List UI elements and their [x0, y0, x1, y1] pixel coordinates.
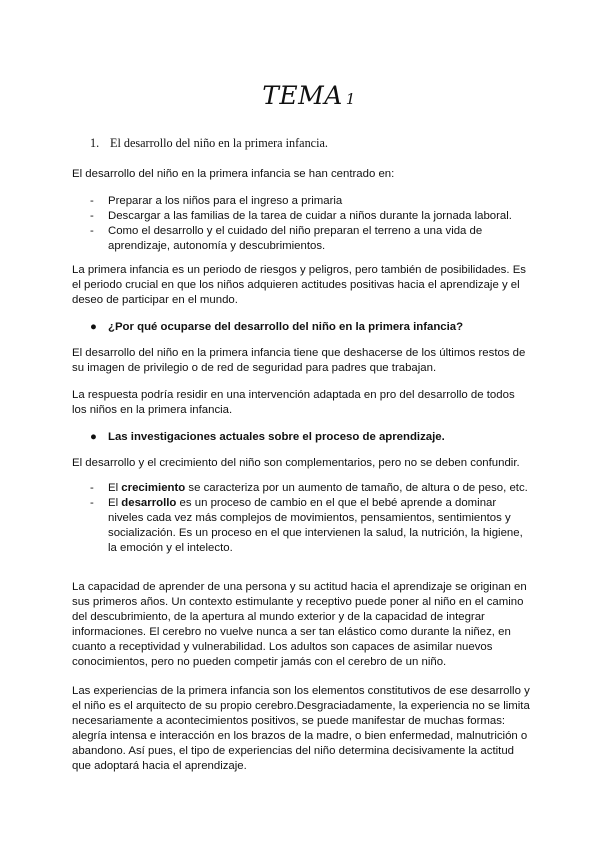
item-prefix: El [108, 497, 122, 509]
page-title [0, 81, 600, 110]
item-definition: se caracteriza por un aumento de tamaño, de altura o de peso, etc. [185, 482, 528, 494]
item-term: desarrollo [121, 497, 177, 509]
focus-list [90, 194, 530, 254]
bullet-heading-text: ¿Por qué ocuparse del desarrollo del niño en la primera infancia? [108, 321, 464, 333]
section-heading [90, 136, 328, 151]
bullet-heading [90, 430, 530, 445]
paragraph-capacity: La capacidad de aprender de una persona y su actitud hacia el aprendizaje se originan en sus primeros años. Un contexto estimulante y receptivo puede poner al niño en el camino del descubrimiento, de la apertura al mundo exterior y de la capacidad de integrar informaciones. El cerebro no vuelve nunca a ser tan elástico como durante la niñez, en cuanto a receptividad y vulnerabilidad. Los adultos son capaces de asimilar nuevos conocimientos, pero no pueden competir jamás con el cerebro de un niño. [72, 581, 527, 668]
section-text: El desarrollo del niño en la primera infancia. [110, 136, 328, 150]
bullet-dot-icon: ● [90, 431, 97, 443]
list-item: - Descargar a las familias de la tarea de cuidar a niños durante la jornada laboral. [90, 209, 530, 224]
list-item: - Como el desarrollo y el cuidado del niño preparan el terreno a una vida de aprendizaje, autonomía y descubrimientos. [90, 224, 530, 254]
item-definition: es un proceso de cambio en el que el bebé aprende a dominar niveles cada vez más complejos de movimientos, pensamientos, sentimientos y socialización. Es un proceso en el que intervienen la salud, la nutrición, la higiene, la emoción y el intelecto. [108, 497, 523, 554]
paragraph-privilege: El desarrollo del niño en la primera infancia tiene que deshacerse de los últimos restos de su imagen de privilegio o de red de seguridad para padres que trabajan. [72, 347, 526, 374]
list-item [90, 496, 530, 556]
section-number: 1. [90, 136, 100, 150]
paragraph-response: La respuesta podría residir en una intervención adaptada en pro del desarrollo de todos los niños en la primera infancia. [72, 389, 515, 416]
bullet-heading-text: Las investigaciones actuales sobre el proceso de aprendizaje. [108, 431, 445, 443]
title-number: 1 [345, 90, 356, 108]
bullet-dot-icon: ● [90, 321, 97, 333]
item-term: crecimiento [121, 482, 186, 494]
list-item [90, 481, 530, 496]
bullet-heading [90, 320, 530, 335]
definitions-list [90, 481, 530, 556]
paragraph-risks: La primera infancia es un periodo de riesgos y peligros, pero también de posibilidades. Es el periodo crucial en que los niños adquieren actitudes positivas hacia el aprendizaje y el deseo de participar en el mundo. [72, 264, 526, 306]
item-prefix: El [108, 482, 122, 494]
title-text: TEMA [262, 81, 343, 110]
intro-paragraph: El desarrollo del niño en la primera infancia se han centrado en: [72, 168, 395, 180]
list-item: - Preparar a los niños para el ingreso a primaria [90, 194, 530, 209]
paragraph-growth: El desarrollo y el crecimiento del niño son complementarios, pero no se deben confundir. [72, 457, 520, 469]
paragraph-experiences: Las experiencias de la primera infancia son los elementos constitutivos de ese desarrollo y el niño es el arquitecto de su propio cerebro.Desgraciadamente, la experiencia no se limita necesariamente a acontecimientos positivos, se puede manifestar de muchas formas: alegría intensa e interacción en los brazos de la madre, o bien enfermedad, malnutrición o abandono. Así pues, el tipo de experiencias del niño determina decisivamente la actitud que adoptará hacia el aprendizaje. [72, 685, 530, 772]
